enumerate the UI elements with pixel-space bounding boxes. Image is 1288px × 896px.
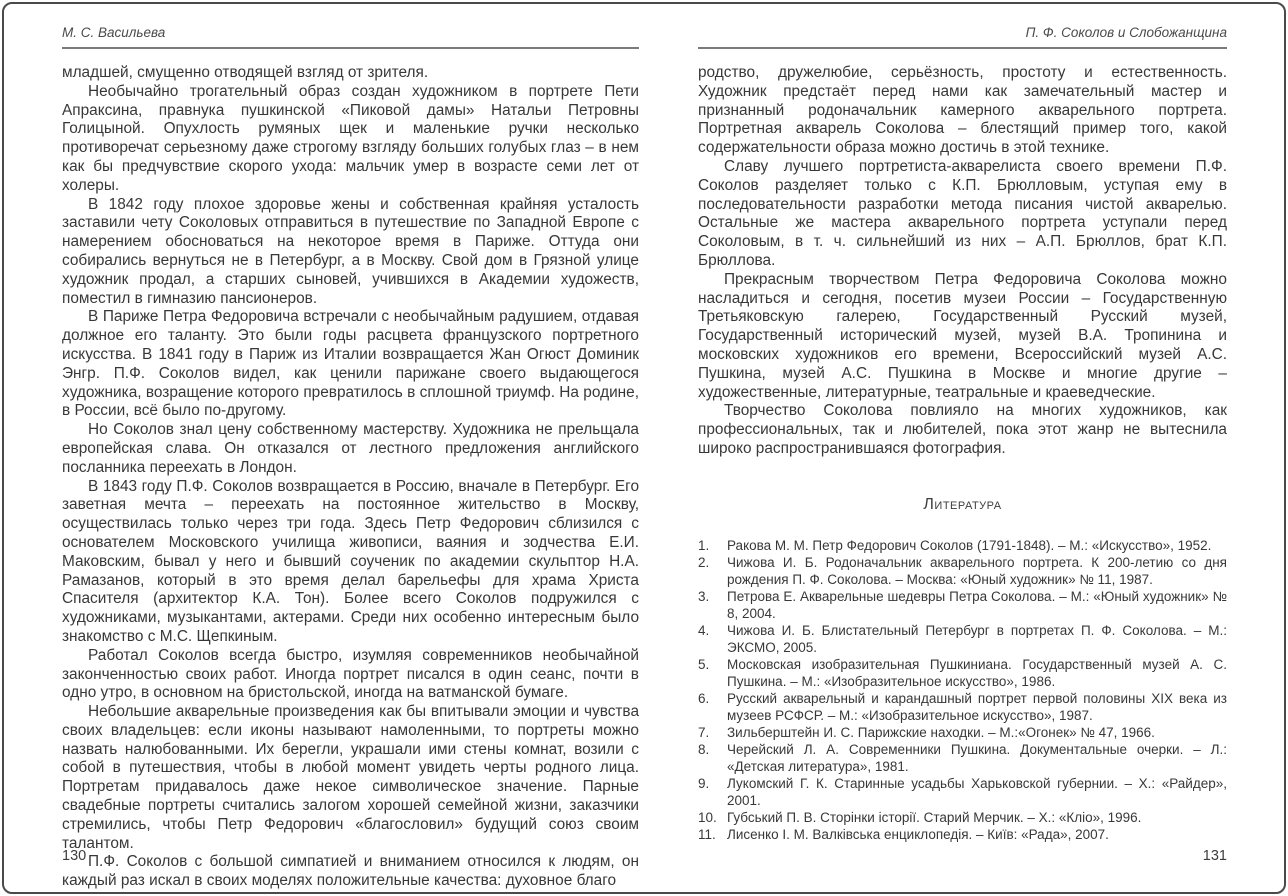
ref-number: 10.: [698, 809, 717, 825]
ref-number: 5.: [698, 656, 710, 672]
ref-number: 7.: [698, 724, 710, 740]
paragraph: Но Соколов знал цену собственному мастерству. Художника не прельщала европейская слава. Он отказался от лестного предложения английского посланника переехать в Лондон.: [62, 421, 639, 476]
reference-item: [698, 588, 1227, 622]
ref-text: Чижова И. Б. Родоначальник акварельного портрета. К 200-летию со дня рождения П. Ф. Соколова. – Москва: «Юный художник» № 11, 1987.: [727, 554, 1227, 587]
ref-text: Петрова Е. Акварельные шедевры Петра Соколова. – М.: «Юный художник» № 8, 2004.: [727, 588, 1227, 621]
ref-number: 9.: [698, 775, 710, 791]
ref-text: Лукомский Г. К. Старинные усадьбы Харьковской губернии. – Х.: «Райдер», 2001.: [727, 775, 1227, 808]
reference-item: [698, 826, 1227, 843]
page-number-left: 130: [62, 848, 87, 864]
paragraph: Необычайно трогательный образ создан художником в портрете Пети Апраксина, правнука пушкинской «Пиковой дамы» Натальи Петровны Голицыной. Опухлость румяных щек и маленькие ручки несколько противоречат серьезному даже строгому взгляду больших голубых глаз – в нем как бы предчувствие скорого ухода: мальчик умер в возрасте семи лет от холеры.: [62, 82, 639, 194]
literature-heading: Литература: [923, 495, 1002, 513]
page-left-body: [62, 64, 639, 891]
reference-item: [698, 775, 1227, 809]
page-left: [62, 26, 639, 891]
page-right-body: [698, 64, 1227, 459]
reference-item: [698, 622, 1227, 656]
paragraph: В Париже Петра Федоровича встречали с необычайным радушием, отдавая должное его таланту. Это были годы расцвета французского портретного искусства. В 1841 году в Париж из Италии возвращается Жан Огюст Доминик Энгр. П.Ф. Соколов видел, как ценили парижане своего выдающегося художника, возращение которого превратилось в сплошной триумф. На родине, в России, всё было по-другому.: [62, 308, 639, 420]
paragraph: Прекрасным творчеством Петра Федоровича Соколова можно насладиться и сегодня, посетив музеи России – Государственную Третьяковскую галерею, Государственный Русский музей, Государственный исторический музей, музей В.А. Тропинина и московских художников его времени, Всероссийский музей А.С. Пушкина, музей А.С. Пушкина в Москве и многие другие – художественные, литературные, театральные и краеведческие.: [698, 270, 1227, 401]
reference-item: [698, 554, 1227, 588]
paragraph: родство, дружелюбие, серьёзность, простоту и естественность. Художник предстаёт перед нами как замечательный мастер и признанный родоначальник камерного акварельного портрета. Портретная акварель Соколова – блестящий пример того, какой содержательности образа можно достичь в этой технике.: [698, 64, 1227, 157]
ref-text: Ракова М. М. Петр Федорович Соколов (1791-1848). – М.: «Искусство», 1952.: [727, 537, 1212, 553]
ref-number: 3.: [698, 588, 710, 604]
ref-number: 6.: [698, 690, 710, 706]
ref-number: 4.: [698, 622, 710, 638]
ref-number: 11.: [698, 826, 716, 842]
ref-text: Черейский Л. А. Современники Пушкина. Документальные очерки. – Л.: «Детская литература», 1981.: [727, 741, 1227, 774]
ref-text: Московская изобразительная Пушкиниана. Государственный музей А. С. Пушкина. – М.: «Изобразительное искусство», 1986.: [727, 656, 1227, 689]
reference-list: [698, 537, 1227, 843]
paragraph: Творчество Соколова повлияло на многих художников, как профессиональных, так и любителей, пока этот жанр не вытеснила широко распространившаяся фотография.: [698, 402, 1227, 457]
reference-item: [698, 741, 1227, 775]
running-head-right: П. Ф. Соколов и Слобожанщина: [698, 26, 1227, 49]
ref-number: 8.: [698, 741, 710, 757]
ref-number: 2.: [698, 554, 710, 570]
paragraph: младшей, смущенно отводящей взгляд от зрителя.: [62, 64, 429, 81]
ref-text: Зильберштейн И. С. Парижские находки. – М.:«Огонек» № 47, 1966.: [727, 724, 1155, 740]
reference-item: [698, 690, 1227, 724]
paragraph: Работал Соколов всегда быстро, изумляя современников необычайной законченностью своих работ. Иногда портрет писался в один сеанс, почти в одно утро, в основном на бристольской, иногда на ватманской бумаге.: [62, 646, 639, 702]
paragraph: Славу лучшего портретиста-акварелиста своего времени П.Ф. Соколов разделяет только с К.П. Брюлловым, уступая ему в последовательности разработки метода писания чистой акварелью. Остальные же мастера акварельного портрета уступали перед Соколовым, в т. ч. сильнейший из них – А.П. Брюллов, брат К.П. Брюллова.: [698, 157, 1227, 269]
ref-text: Чижова И. Б. Блистательный Петербург в портретах П. Ф. Соколова. – М.: ЭКСМО, 2005.: [727, 622, 1227, 655]
ref-text: Лисенко І. М. Валківська енциклопедія. – Київ: «Рада», 2007.: [727, 826, 1109, 842]
paragraph: В 1842 году плохое здоровье жены и собственная крайняя усталость заставили чету Соколовых отправиться в путешествие по Западной Европе с намерением обосноваться на некоторое время в Париже. Оттуда они собирались вернуться не в Петербург, а в Москву. Свой дом в Грязной улице художник продал, а старших сыновей, учившихся в Академии художеств, поместил в гимназию пансионеров.: [62, 195, 639, 307]
ref-text: Губський П. В. Сторінки історії. Старий Мерчик. – Х.: «Кліо», 1996.: [727, 809, 1142, 825]
ref-number: 1.: [698, 537, 710, 553]
paragraph: В 1843 году П.Ф. Соколов возвращается в Россию, вначале в Петербург. Его заветная мечта – переехать на постоянное жительство в Москву, осуществилась только через три года. Здесь Петр Федорович сблизился с основателем Московского училища живописи, ваяния и зодчества Е.И. Маковским, бывал у него и бывший соученик по академии скульптор Н.А. Рамазанов, который в это время делал барельефы для храма Христа Спасителя (архитектор К.А. Тон). Более всего Соколов подружился с художниками, музыкантами, актерами. Среди них особенно интересным было знакомство с М.С. Щепкиным.: [62, 477, 639, 645]
reference-item: [698, 537, 1227, 554]
paragraph: Небольшие акварельные произведения как бы впитывали эмоции и чувства своих владельцев: если иконы называют намоленными, то портреты можно назвать налюбованными. Их берегли, украшали ими стены комнат, возили с собой в путешествия, чтобы в любой момент увидеть черты родного лица. Портретам придавалось даже некое символическое значение. Парные свадебные портреты считались залогом хорошей семейной жизни, заказчики стремились, чтобы Петр Федорович «благословил» будущий союз своим талантом.: [62, 703, 639, 852]
reference-item: [698, 809, 1227, 826]
ref-text: Русский акварельный и карандашный портрет первой половины XIX века из музеев РСФСР. – М.: «Изобразительное искусство», 1987.: [727, 690, 1227, 723]
running-head-left: М. С. Васильева: [62, 26, 639, 49]
reference-item: [698, 724, 1227, 741]
page-number-right: 131: [1202, 848, 1227, 864]
reference-item: [698, 656, 1227, 690]
paragraph: П.Ф. Соколов с большой симпатией и вниманием относился к людям, он каждый раз искал в своих моделях положительные качества: духовное благо: [62, 853, 639, 890]
page-right: [698, 26, 1227, 843]
